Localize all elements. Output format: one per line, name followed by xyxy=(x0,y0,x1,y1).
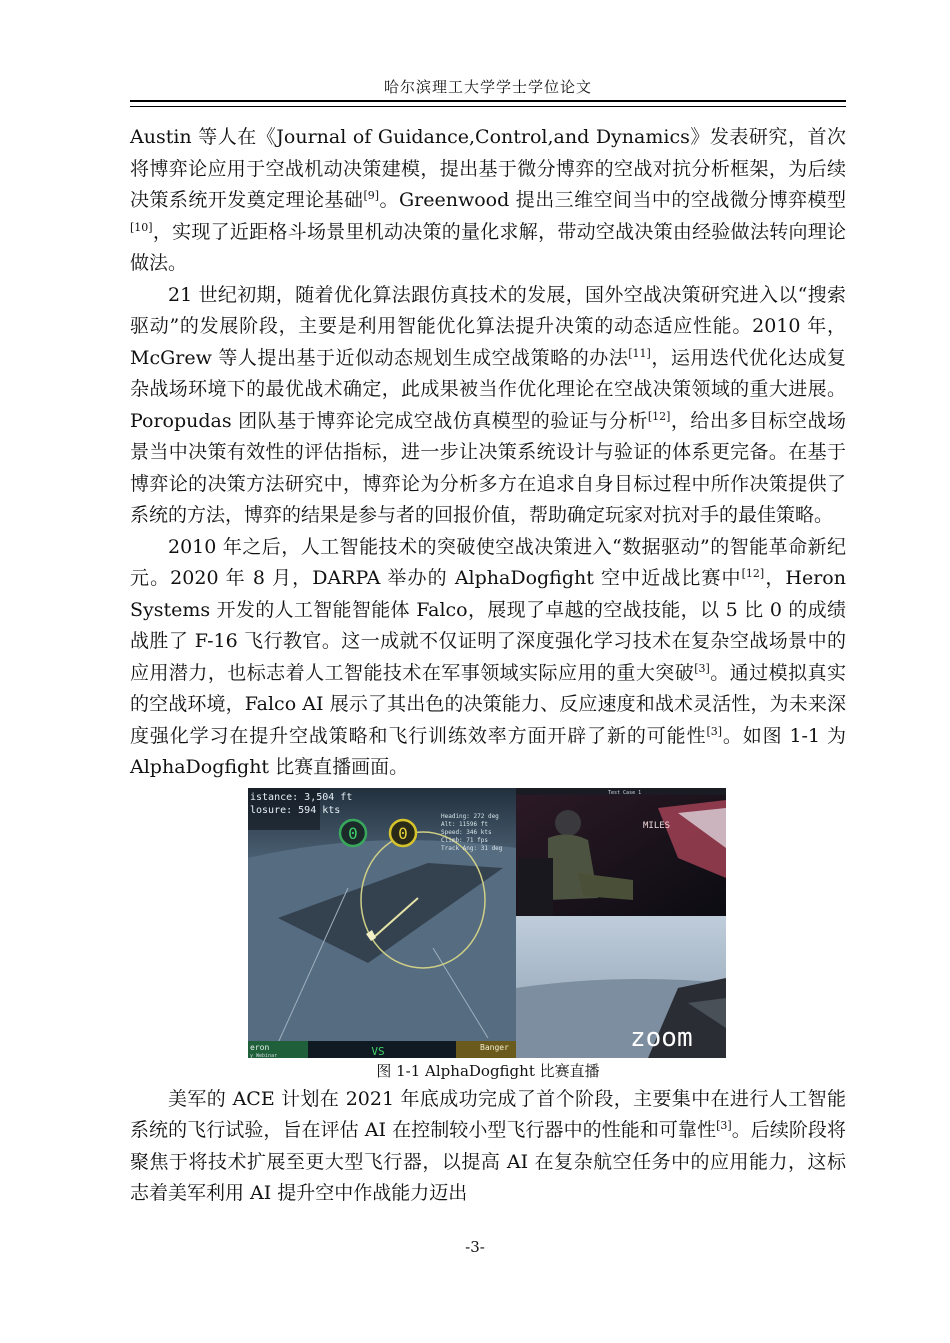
telemetry-line: Climb: 71 fps xyxy=(441,836,488,844)
header-rule-thin xyxy=(130,106,846,107)
paragraph-2: 21 世纪初期，随着优化算法跟仿真技术的发展，国外空战决策研究进入以“搜索驱动”的发展阶段，主要是利用智能优化算法提升决策的动态适应性能。2010 年，McGrew 等人提出基于近似动态规划生成空战策略的办法[11]，运用迭代优化达成复杂战场环境下的最优战术确定，此成果被当作优化理论在空战决策领域的重大进展。Poropudas 团队基于博弈论完成空战仿真模型的验证与分析[12]，给出多目标空战场景当中决策有效性的评估指标，进一步让决策系统设计与验证的体系更完备。在基于博弈论的决策方法研究中，博弈论为分析多方在追求自身目标过程中所作决策提供了系统的方法，博弈的结果是参与者的回报价值，帮助确定玩家对抗对手的最佳策略。 xyxy=(130,283,846,526)
sim-view xyxy=(248,788,516,1058)
zoom-logo: zoom xyxy=(630,1022,693,1053)
hud-distance: istance: 3,504 ft xyxy=(250,791,353,803)
telemetry-line: Speed: 346 kts xyxy=(441,828,492,836)
telemetry-line: Heading: 272 deg xyxy=(441,812,499,820)
citation: [12] xyxy=(741,567,765,580)
pilot-camera-view xyxy=(516,788,726,916)
page-number: -3- xyxy=(465,1238,485,1256)
telemetry-line: Alt: 11596 ft xyxy=(441,820,488,828)
score-left: 0 xyxy=(348,823,358,843)
telemetry-line: Track Ang: 31 deg xyxy=(441,844,503,852)
player-right-label: Banger xyxy=(480,1042,509,1052)
studio-backdrop-text: MILES xyxy=(643,820,671,831)
score-right: 0 xyxy=(398,823,408,843)
citation: [3] xyxy=(716,1119,732,1132)
webinar-label: y Webinar xyxy=(250,1052,278,1058)
test-case-label: Test Case 1 xyxy=(608,789,642,796)
paragraph-3: 2010 年之后，人工智能技术的突破使空战决策进入“数据驱动”的智能革命新纪元。2020 年 8 月，DARPA 举办的 AlphaDogfight 空中近战比赛中[12]，Heron Systems 开发的人工智能智能体 Falco，展现了卓越的空战技能，以 5 比 0 的成绩战胜了 F-16 飞行教官。这一成就不仅证明了深度强化学习技术在复杂空战场景中的应用潜力，也标志着人工智能技术在军事领域实际应用的重大突破[3]。通过模拟真实的空战环境，Falco AI 展示了其出色的决策能力、反应速度和战术灵活性，为未来深度强化学习在提升空战策略和飞行训练效率方面开辟了新的可能性[3]。如图 1-1 为 AlphaDogfight 比赛直播画面。 xyxy=(130,535,846,778)
paragraph-4: 美军的 ACE 计划在 2021 年底成功完成了首个阶段，主要集中在进行人工智能系统的飞行试验，旨在评估 AI 在控制较小型飞行器中的性能和可靠性[3]。后续阶段将聚焦于将技术扩展至更大型飞行器，以提高 AI 在复杂航空任务中的应用能力，这标志着美军利用 AI 提升空中作战能力迈出 xyxy=(130,1087,846,1204)
figure-alphadogfight-broadcast xyxy=(248,788,726,1058)
figure-caption: 图 1-1 AlphaDogfight 比赛直播 xyxy=(376,1061,600,1080)
citation: [3] xyxy=(706,724,723,738)
citation: [12] xyxy=(647,409,671,423)
hud-closure: losure: 594 kts xyxy=(250,804,341,816)
cockpit-view xyxy=(516,916,726,1058)
citation: [10] xyxy=(130,220,153,234)
header-rule-thick xyxy=(130,100,846,102)
citation: [3] xyxy=(694,661,710,675)
player-left-label: eron xyxy=(250,1042,270,1052)
citation: [11] xyxy=(628,346,651,360)
broadcast-screenshot xyxy=(248,788,726,1058)
citation: [9] xyxy=(363,189,380,202)
running-header: 哈尔滨理工大学学士学位论文 xyxy=(383,78,592,96)
body-text xyxy=(130,122,846,1210)
vs-label: VS xyxy=(371,1044,385,1058)
paragraph-1: Austin 等人在《Journal of Guidance,Control,and Dynamics》发表研究，首次将博弈论应用于空战机动决策建模，提出基于微分博弈的空战对抗分析框架，为后续决策系统开发奠定理论基础[9]。Greenwood 提出三维空间当中的空战微分博弈模型[10]，实现了近距格斗场景里机动决策的量化求解，带动空战决策由经验做法转向理论做法。 xyxy=(130,126,846,274)
